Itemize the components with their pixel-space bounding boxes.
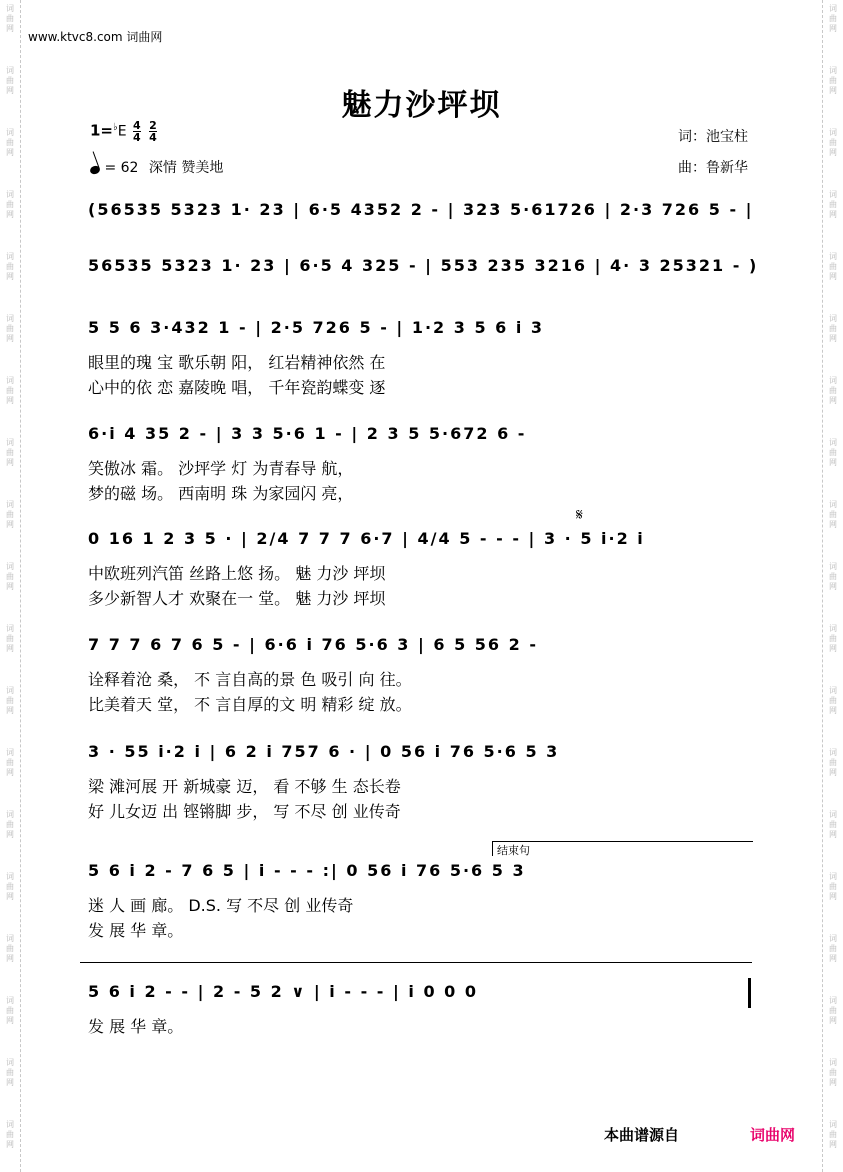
watermark-text: 词 曲 网 bbox=[829, 128, 837, 157]
lyric-line: 比美着天 堂， 不 言自厚的文 明 精彩 绽 放。 bbox=[88, 695, 412, 714]
watermark-text: 词 曲 网 bbox=[6, 376, 14, 405]
lyric-line: 多少新智人才 欢聚在一 堂。 魅 力沙 坪坝 bbox=[88, 589, 386, 608]
tempo-marking: = 62 深情 赞美地 bbox=[90, 157, 223, 177]
watermark-text: 词 曲 网 bbox=[6, 872, 14, 901]
lyric-line: 迷 人 画 廊。 D.S. 写 不尽 创 业传奇 bbox=[88, 896, 354, 915]
lyric-line: 发 展 华 章。 bbox=[88, 921, 184, 940]
lyric-line: 梁 滩河展 开 新城豪 迈， 看 不够 生 态长卷 bbox=[88, 777, 401, 796]
notation-line: 7 7 7 6 7 6 5 - | 6·6 i 76 5·6 3 | 6 5 56 2 - bbox=[88, 635, 538, 654]
segno-sign: 𝄋 bbox=[576, 505, 583, 524]
ending-bracket bbox=[492, 841, 753, 856]
lyric-line: 中欧班列汽笛 丝路上悠 扬。 魅 力沙 坪坝 bbox=[88, 564, 386, 583]
notation-line: 5 6 i 2 - 7 6 5 | i - - - :| 0 56 i 76 5·6 5 3 bbox=[88, 861, 526, 880]
watermark-text: 词 曲 网 bbox=[829, 810, 837, 839]
composer: 曲：鲁新华 bbox=[678, 160, 748, 176]
notation-line: 3 · 55 i·2 i | 6 2 i 757 6 · | 0 56 i 76 5·6 5 3 bbox=[88, 742, 560, 761]
watermark-text: 词 曲 网 bbox=[829, 190, 837, 219]
time-signature-2-4: $\frac{2}{4}$ bbox=[149, 119, 157, 144]
notation-line: 5 5 6 3·432 1 - | 2·5 726 5 - | 1·2 3 5 6 i 3 bbox=[88, 318, 545, 337]
watermark-text: 词 曲 网 bbox=[829, 314, 837, 343]
watermark-text: 词 曲 网 bbox=[829, 996, 837, 1025]
final-barline bbox=[748, 978, 751, 1008]
lyric-line: 发 展 华 章。 bbox=[88, 1017, 184, 1036]
watermark-text: 词 曲 网 bbox=[6, 624, 14, 653]
watermark-text: 词 曲 网 bbox=[6, 500, 14, 529]
lyric-line: 诠释着沧 桑， 不 言自高的景 色 吸引 向 往。 bbox=[88, 670, 412, 689]
lyric-line: 笑傲冰 霜。 沙坪学 灯 为青春导 航， bbox=[88, 459, 354, 478]
watermark-text: 词 曲 网 bbox=[829, 438, 837, 467]
watermark-text: 词 曲 网 bbox=[6, 190, 14, 219]
watermark-text: 词 曲 网 bbox=[6, 1058, 14, 1087]
watermark-text: 词 曲 网 bbox=[829, 252, 837, 281]
watermark-text: 词 曲 网 bbox=[6, 252, 14, 281]
brand-link[interactable]: 词曲网 bbox=[750, 1126, 796, 1144]
watermark-text: 词 曲 网 bbox=[829, 376, 837, 405]
key-signature: 1=♭E $\frac{4}{4}$ $\frac{2}{4}$ bbox=[90, 119, 157, 144]
lyric-line: 心中的依 恋 嘉陵晚 唱， 千年瓷韵蝶变 逐 bbox=[88, 378, 386, 397]
expression-text: 深情 赞美地 bbox=[148, 160, 224, 176]
source-label: 本曲谱源自 bbox=[604, 1126, 680, 1144]
music-system bbox=[0, 254, 843, 278]
watermark-text: 词 曲 网 bbox=[6, 934, 14, 963]
song-title: 魅力沙坪坝 bbox=[341, 88, 502, 123]
coda-rule bbox=[80, 962, 752, 963]
watermark-text: 词 曲 网 bbox=[829, 1058, 837, 1087]
music-system bbox=[0, 198, 843, 222]
site-url[interactable]: www.ktvc8.com 词曲网 bbox=[28, 30, 163, 44]
watermark-text: 词 曲 网 bbox=[829, 500, 837, 529]
watermark-text: 词 曲 网 bbox=[6, 810, 14, 839]
watermark-text: 词 曲 网 bbox=[6, 1120, 14, 1149]
watermark-text: 词 曲 网 bbox=[829, 1120, 837, 1149]
music-system bbox=[0, 740, 843, 821]
watermark-text: 词 曲 网 bbox=[829, 934, 837, 963]
watermark-text: 词 曲 网 bbox=[829, 66, 837, 95]
watermark-text: 词 曲 网 bbox=[6, 314, 14, 343]
lyric-line: 梦的磁 场。 西南明 珠 为家园闪 亮， bbox=[88, 484, 354, 503]
watermark-text: 词 曲 网 bbox=[829, 562, 837, 591]
watermark-text: 词 曲 网 bbox=[6, 128, 14, 157]
watermark-text: 词 曲 网 bbox=[6, 748, 14, 777]
lyric-line: 好 儿女迈 出 铿锵脚 步， 写 不尽 创 业传奇 bbox=[88, 802, 401, 821]
watermark-text: 词 曲 网 bbox=[829, 4, 837, 33]
quarter-note-icon bbox=[89, 165, 101, 176]
watermark-text: 词 曲 网 bbox=[6, 4, 14, 33]
notation-line: 6·i 4 35 2 - | 3 3 5·6 1 - | 2 3 5 5·672 6 - bbox=[88, 424, 527, 443]
watermark-text: 词 曲 网 bbox=[6, 996, 14, 1025]
notation-line: 0 16 1 2 3 5 · | 2/4 7 7 7 6·7 | 4/4 5 - - - | 3 · 5 i·2 i bbox=[88, 529, 645, 548]
watermark-text: 词 曲 网 bbox=[6, 562, 14, 591]
watermark-text: 词 曲 网 bbox=[829, 748, 837, 777]
lyric-line: 眼里的瑰 宝 歌乐朝 阳， 红岩精神依然 在 bbox=[88, 353, 386, 372]
notation-line: (56535 5323 1· 23 | 6·5 4352 2 - | 323 5·61726 | 2·3 726 5 - | bbox=[88, 200, 754, 219]
lyricist: 词：池宝柱 bbox=[678, 129, 748, 145]
watermark-text: 词 曲 网 bbox=[6, 686, 14, 715]
watermark-text: 词 曲 网 bbox=[829, 686, 837, 715]
watermark-text: 词 曲 网 bbox=[6, 66, 14, 95]
watermark-text: 词 曲 网 bbox=[6, 438, 14, 467]
time-signature-4-4: $\frac{4}{4}$ bbox=[133, 119, 141, 144]
watermark-text: 词 曲 网 bbox=[829, 624, 837, 653]
notation-line: 56535 5323 1· 23 | 6·5 4 325 - | 553 235 3216 | 4· 3 25321 - ) bbox=[88, 256, 759, 275]
ending-label: 结束句 bbox=[497, 844, 530, 857]
watermark-text: 词 曲 网 bbox=[829, 872, 837, 901]
notation-line: 5 6 i 2 - - | 2 - 5 2 ∨ | i - - - | i 0 0 0 bbox=[88, 982, 478, 1001]
